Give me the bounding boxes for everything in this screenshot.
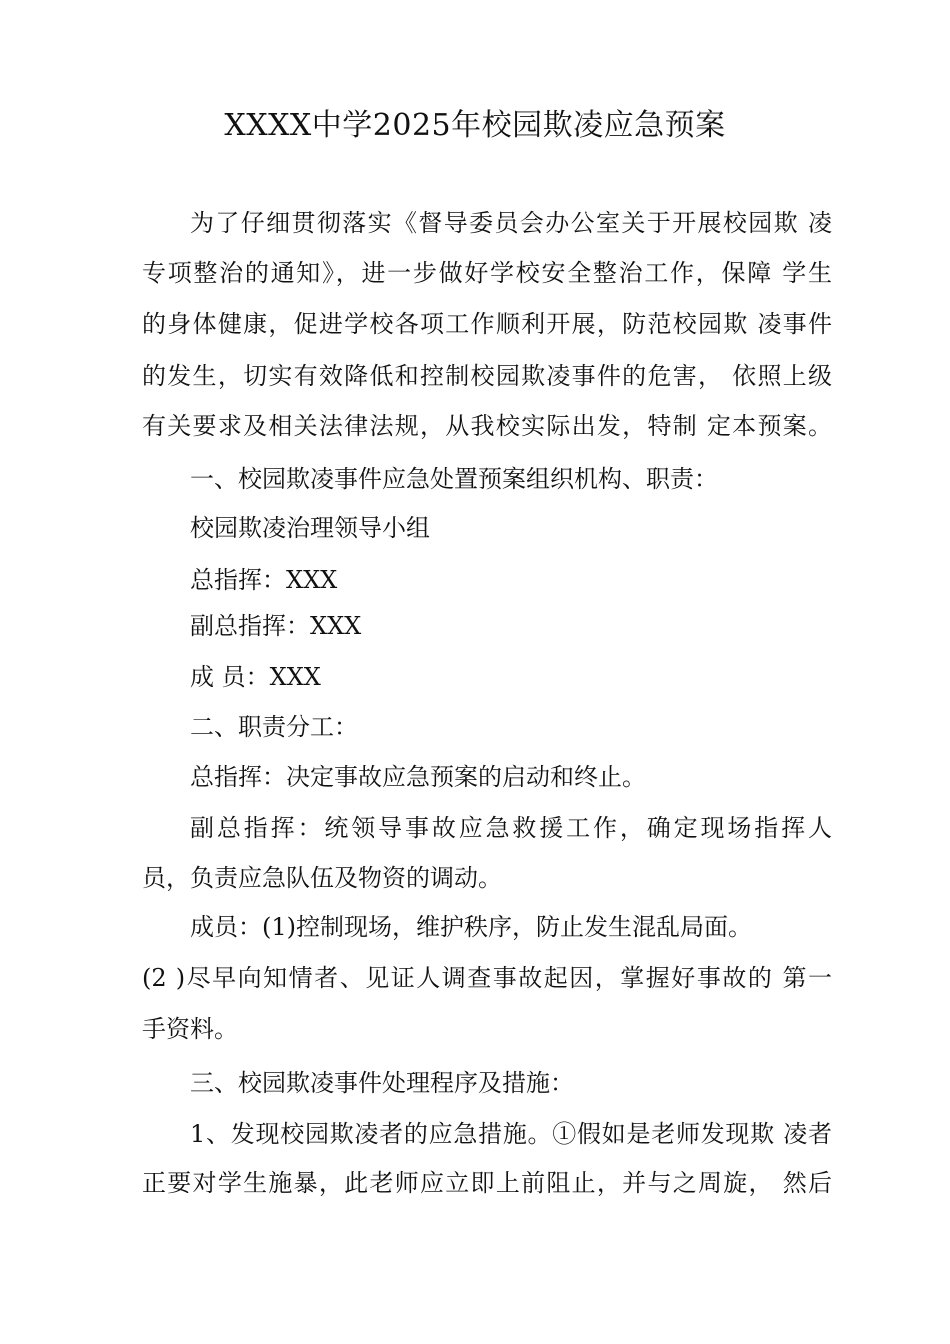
paragraph-line: 正要对学生施暴，此老师应立即上前阻止，并与之周旋， 然后 xyxy=(142,1169,832,1197)
paragraph-line: 的发生，切实有效降低和控制校园欺凌事件的危害， 依照上级 xyxy=(142,362,832,390)
paragraph-line: 员，负责应急队伍及物资的调动。 xyxy=(142,864,502,892)
commander-line: 总指挥：XXX xyxy=(190,566,338,594)
paragraph-line: 1、发现校园欺凌者的应急措施。①假如是老师发现欺 凌者 xyxy=(190,1120,832,1148)
members-line: 成 员：XXX xyxy=(190,663,321,691)
paragraph-line: 为了仔细贯彻落实《督导委员会办公室关于开展校园欺 凌 xyxy=(190,209,832,237)
document-title: XXXX中学2025年校园欺凌应急预案 xyxy=(224,108,726,143)
deputy-commander-line: 副总指挥：XXX xyxy=(190,612,362,640)
paragraph-line: 手资料。 xyxy=(142,1015,238,1043)
paragraph-line: 总指挥：决定事故应急预案的启动和终止。 xyxy=(190,763,646,791)
section-heading-1: 一、校园欺凌事件应急处置预案组织机构、职责： xyxy=(190,465,718,493)
paragraph-line: 专项整治的通知》，进一步做好学校安全整治工作，保障 学生 xyxy=(142,259,832,287)
paragraph-line: 副总指挥：统领导事故应急救援工作，确定现场指挥人 xyxy=(190,814,832,842)
paragraph-line: 的身体健康，促进学校各项工作顺利开展，防范校园欺 凌事件 xyxy=(142,310,832,338)
subsection-heading: 校园欺凌治理领导小组 xyxy=(190,514,430,542)
paragraph-line: (2 )尽早向知情者、见证人调查事故起因，掌握好事故的 第一 xyxy=(142,964,832,992)
paragraph-line: 有关要求及相关法律法规，从我校实际出发，特制 定本预案。 xyxy=(142,412,832,440)
paragraph-line: 成员：(1)控制现场，维护秩序，防止发生混乱局面。 xyxy=(190,913,752,941)
section-heading-2: 二、职责分工： xyxy=(190,713,358,741)
section-heading-3: 三、校园欺凌事件处理程序及措施： xyxy=(190,1069,574,1097)
